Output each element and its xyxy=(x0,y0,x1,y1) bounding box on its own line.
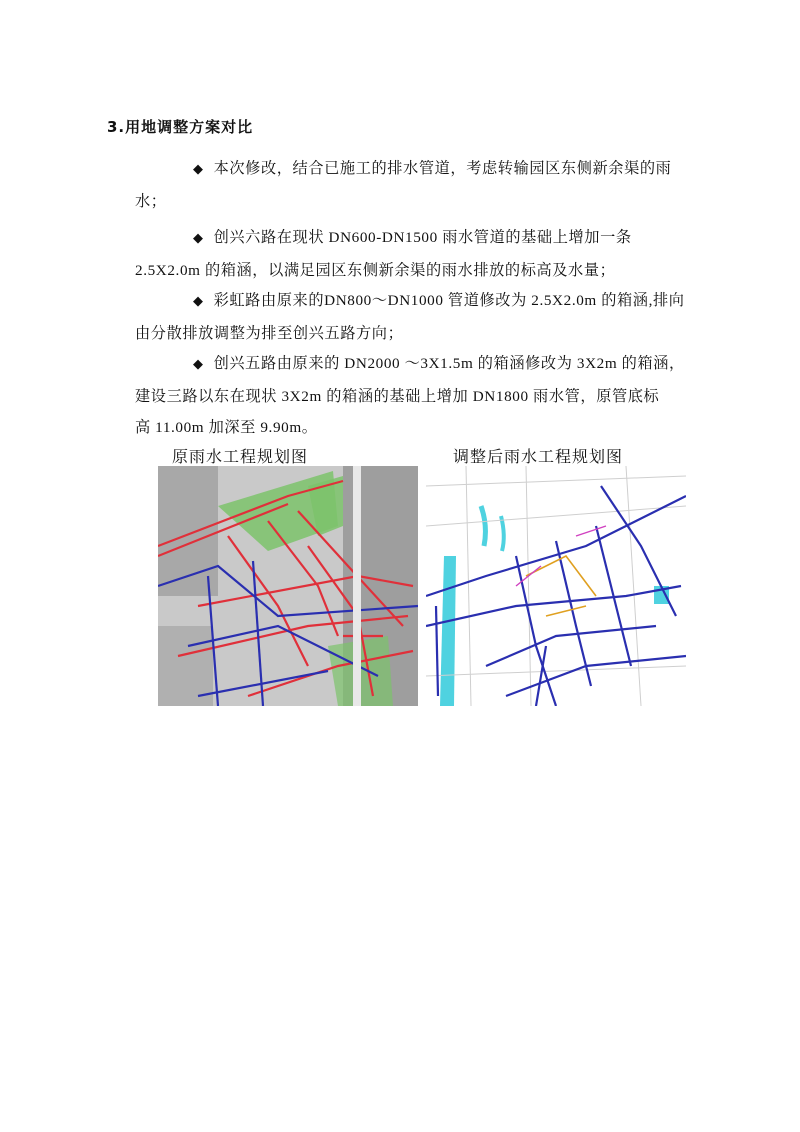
paragraph-2-line-1: 创兴六路在现状 DN600-DN1500 雨水管道的基础上增加一条 xyxy=(213,229,632,246)
paragraph-1-line-2: 水； xyxy=(135,192,167,210)
paragraph-3 xyxy=(135,285,695,349)
paragraph-2-line-2: 2.5X2.0m 的箱涵，以满足园区东侧新余渠的雨水排放的标高及水量； xyxy=(135,261,616,279)
diamond-bullet-icon: ◆ xyxy=(193,231,204,246)
paragraph-3-line-1: 彩虹路由原来的DN800～DN1000 管道修改为 2.5X2.0m 的箱涵,排向 xyxy=(213,292,685,309)
diamond-bullet-icon: ◆ xyxy=(193,294,204,309)
paragraph-3-line-2: 由分散排放调整为排至创兴五路方向； xyxy=(135,324,404,342)
diamond-bullet-icon: ◆ xyxy=(193,162,204,177)
left-map-caption: 原雨水工程规划图 xyxy=(172,447,309,466)
right-map-caption: 调整后雨水工程规划图 xyxy=(453,447,624,466)
adjusted-stormwater-plan-map xyxy=(426,466,686,706)
paragraph-1-line-1: 本次修改，结合已施工的排水管道，考虑转输园区东侧新余渠的雨 xyxy=(213,160,672,177)
original-stormwater-plan-map xyxy=(158,466,418,706)
section-heading: 3.用地调整方案对比 xyxy=(107,118,254,136)
diamond-bullet-icon: ◆ xyxy=(193,357,204,372)
paragraph-2 xyxy=(135,222,695,286)
paragraph-4 xyxy=(135,348,695,444)
paragraph-4-line-1: 创兴五路由原来的 DN2000 ～3X1.5m 的箱涵修改为 3X2m 的箱涵， xyxy=(213,355,685,372)
adjusted-map-graphic xyxy=(426,466,686,706)
original-map-graphic xyxy=(158,466,418,706)
paragraph-1 xyxy=(135,153,695,217)
paragraph-4-line-3: 高 11.00m 加深至 9.90m。 xyxy=(135,419,318,436)
paragraph-4-line-2: 建设三路以东在现状 3X2m 的箱涵的基础上增加 DN1800 雨水管，原管底标 xyxy=(135,387,660,405)
